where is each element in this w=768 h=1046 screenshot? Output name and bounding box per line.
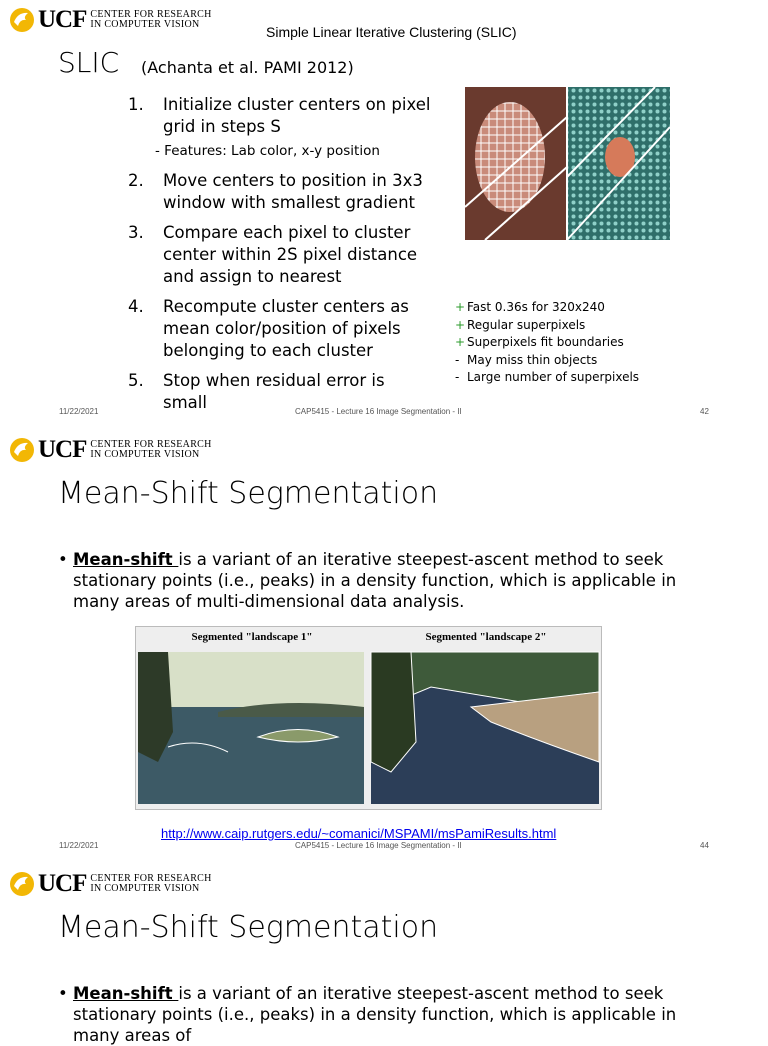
logo-subtitle [90, 10, 211, 30]
slic-steps-list [128, 94, 438, 422]
slide-mean-shift [0, 432, 768, 852]
step-number: 1. [128, 95, 144, 114]
bullet-dot: • [58, 550, 68, 569]
figure-label-1: Segmented "landscape 1" [191, 631, 313, 643]
con-text: Large number of superpixels [467, 370, 640, 384]
logo-subtitle [90, 874, 211, 894]
step-text: Stop when residual error is small [163, 371, 385, 412]
list-item [128, 222, 438, 288]
logo-ucf-text: UCF [38, 870, 87, 897]
pro-text: Fast 0.36s for 320x240 [467, 300, 605, 314]
slide-bullet [58, 983, 718, 1046]
pro-text: Superpixels fit boundaries [467, 335, 624, 349]
list-item [128, 296, 438, 362]
logo-line1: CENTER FOR RESEARCH [90, 873, 212, 884]
con-text: May miss thin objects [467, 352, 598, 367]
slide-page-number: 42 [700, 407, 709, 416]
bullet-text [73, 549, 718, 612]
slic-superpixel-image [465, 87, 670, 240]
bullet-dot: • [58, 984, 68, 1003]
pro-text: Regular superpixels [467, 317, 586, 332]
step-number: 5. [128, 371, 144, 390]
logo-line2: IN COMPUTER VISION [90, 19, 200, 30]
landscape-image-1 [138, 652, 364, 804]
minus-sign: - [455, 370, 460, 384]
plus-sign: + [455, 300, 466, 314]
ucf-logo [8, 6, 212, 34]
slide-citation: (Achanta et al. PAMI 2012) [141, 58, 354, 77]
bullet-bold-term: Mean-shift [73, 550, 179, 569]
logo-line2: IN COMPUTER VISION [90, 449, 200, 460]
bullet-body: is a variant of an iterative steepest-ascent method to seek stationary points (i.e., peaks) in a density function, which is applicable in many areas of [73, 984, 677, 1045]
bullet-text [73, 983, 718, 1046]
list-item [455, 299, 639, 317]
slide-title: Mean-Shift Segmentation [58, 910, 439, 945]
slide-title: Mean-Shift Segmentation [58, 476, 439, 511]
list-item [455, 369, 639, 387]
ucf-logo [8, 870, 212, 898]
bullet-bold-term: Mean-shift [73, 984, 179, 1003]
step-text: Recompute cluster centers as mean color/position of pixels belonging to each cluster [163, 297, 409, 360]
slide-bullet [58, 549, 718, 612]
slide-footer: CAP5415 - Lecture 16 Image Segmentation - II [295, 407, 462, 416]
logo-subtitle [90, 440, 211, 460]
step-number: 3. [128, 223, 144, 242]
ucf-logo [8, 436, 212, 464]
slide-page-number: 44 [700, 841, 709, 850]
landscape-figure [135, 626, 602, 810]
pegasus-icon [8, 436, 36, 464]
plus-sign: + [455, 317, 466, 332]
list-item [455, 334, 639, 352]
figure-label-2: Segmented "landscape 2" [425, 631, 547, 643]
logo-ucf-text: UCF [38, 6, 87, 33]
list-item [128, 170, 438, 214]
minus-sign: - [455, 352, 460, 367]
step-text: Initialize cluster centers on pixel grid in steps S [163, 95, 431, 136]
step-number: 4. [128, 297, 144, 316]
slide-footer: CAP5415 - Lecture 16 Image Segmentation - II [295, 841, 462, 850]
slide-title: SLIC [58, 46, 120, 79]
step-number: 2. [128, 171, 144, 190]
slide-top-caption: Simple Linear Iterative Clustering (SLIC) [266, 24, 517, 40]
slide-date: 11/22/2021 [59, 841, 99, 850]
pros-cons-list [455, 299, 639, 387]
step-subtext: - Features: Lab color, x-y position [155, 143, 380, 159]
list-item [455, 352, 639, 370]
step-text: Move centers to position in 3x3 window with smallest gradient [163, 171, 423, 212]
bullet-body: is a variant of an iterative steepest-ascent method to seek stationary points (i.e., peaks) in a density function, which is applicable in many areas of multi-dimensional data analysis. [73, 550, 677, 611]
pegasus-icon [8, 6, 36, 34]
results-link[interactable]: http://www.caip.rutgers.edu/~comanici/MSPAMI/msPamiResults.html [161, 826, 557, 841]
plus-sign: + [455, 335, 466, 349]
logo-ucf-text: UCF [38, 436, 87, 463]
slide-mean-shift-2 [0, 866, 768, 1045]
slide-slic [0, 0, 768, 430]
list-item [128, 94, 438, 162]
logo-line1: CENTER FOR RESEARCH [90, 439, 212, 450]
step-text: Compare each pixel to cluster center within 2S pixel distance and assign to nearest [163, 223, 418, 286]
pegasus-icon [8, 870, 36, 898]
landscape-image-2 [371, 652, 599, 804]
list-item [455, 317, 639, 335]
slide-date: 11/22/2021 [59, 407, 99, 416]
logo-line2: IN COMPUTER VISION [90, 883, 200, 894]
logo-line1: CENTER FOR RESEARCH [90, 9, 212, 20]
